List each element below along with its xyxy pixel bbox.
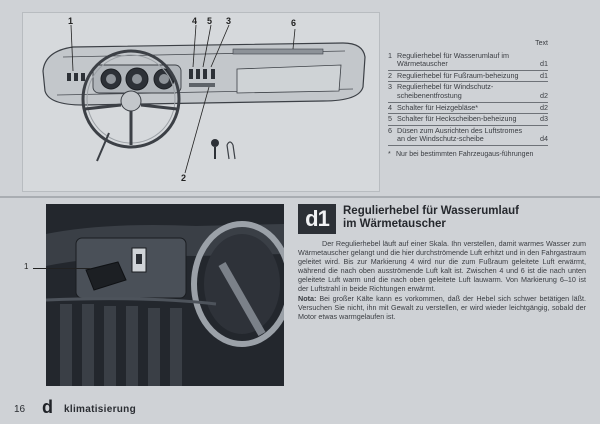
legend-code: d4 xyxy=(540,134,548,144)
legend-text: Schalter für Heckscheiben-beheizung xyxy=(397,114,517,124)
footnote-text: Nur bei bestimmten Fahrzeugaus-führungen xyxy=(396,150,534,158)
legend-text: Regulierhebel für Fußraum-beheizung xyxy=(397,70,519,80)
section-body xyxy=(298,240,586,324)
legend-row xyxy=(388,82,548,102)
legend xyxy=(388,40,548,159)
note-text: Bei großer Kälte kann es vorkommen, daß der Hebel sich schwer betätigen läßt. Versuchen Sie nicht, ihn mit Gewalt zu verstellen, er wird wieder leichtgängig, sobald der Motor etwas warmgelaufen ist. xyxy=(298,294,586,322)
callout-2: 2 xyxy=(181,173,187,183)
legend-code: d2 xyxy=(540,90,548,100)
section-heading xyxy=(343,205,583,231)
legend-text: Düsen zum Ausrichten des Luftstromes an der Windschutz-scheibe xyxy=(397,125,523,144)
section-divider xyxy=(0,196,600,198)
callout-6: 6 xyxy=(291,18,297,28)
heater-lever-photo xyxy=(46,204,284,386)
callout-3: 3 xyxy=(226,16,232,26)
callout-1: 1 xyxy=(68,16,74,26)
photo-callout-1: 1 xyxy=(24,262,29,271)
legend-num: 5 xyxy=(388,114,392,124)
legend-row xyxy=(388,71,548,83)
callout-5: 5 xyxy=(207,16,213,26)
legend-row xyxy=(388,103,548,115)
legend-row xyxy=(388,51,548,71)
section-badge: d1 xyxy=(298,204,336,234)
dashboard-drawing xyxy=(23,13,379,191)
legend-code: d2 xyxy=(540,102,548,112)
note-paragraph xyxy=(298,295,586,322)
heading-line-2: im Wärmetauscher xyxy=(343,218,446,230)
legend-code: d1 xyxy=(540,59,548,69)
legend-text: Regulierhebel für Windschutz-scheibenentfrostung xyxy=(397,82,494,100)
legend-num: 3 xyxy=(388,82,392,92)
page-number: 16 xyxy=(14,404,26,415)
legend-num: 6 xyxy=(388,125,392,135)
footnote-mark: * xyxy=(388,150,391,158)
heading-line-1: Regulierhebel für Wasserumlauf xyxy=(343,205,519,217)
legend-row xyxy=(388,114,548,126)
body-paragraph: Der Regulierhebel läuft auf einer Skala. Ihn verstellen, damit warmes Wasser zum Wärmetauscher gelangt und die hier durchströmende Luft erhitzt und in den Fahrgastraum geleitet wird. Bis zur Markierung 4 wird nur die zum Fußraum geleitete Luft erwärmt, während die nach oben ausströmende Luft kalt ist. Zwischen 4 und 6 ist die nach unten geleitete Luft warm und die nach oben geleitete Luft lauwarm. Von Markierung 6–10 ist der Luftstrahl in beide Richtungen erwärmt. xyxy=(298,239,586,293)
legend-footnote xyxy=(388,151,548,159)
legend-code: d1 xyxy=(540,70,548,80)
legend-num: 2 xyxy=(388,70,392,80)
legend-text: Schalter für Heizgebläse* xyxy=(397,102,479,112)
photo-callout-line xyxy=(33,268,91,269)
photo-drawing xyxy=(46,204,284,386)
note-label: Nota: xyxy=(298,294,317,304)
legend-num: 1 xyxy=(388,50,392,60)
legend-num: 4 xyxy=(388,102,392,112)
legend-code: d3 xyxy=(540,114,548,124)
chapter-letter: d xyxy=(42,397,53,417)
legend-header: Text xyxy=(535,40,548,47)
chapter-title: klimatisierung xyxy=(64,404,136,415)
legend-text: Regulierhebel für Wasserumlauf im Wärmetauscher xyxy=(397,50,509,69)
legend-row xyxy=(388,126,548,146)
dashboard-diagram xyxy=(22,12,380,192)
callout-4: 4 xyxy=(192,16,198,26)
